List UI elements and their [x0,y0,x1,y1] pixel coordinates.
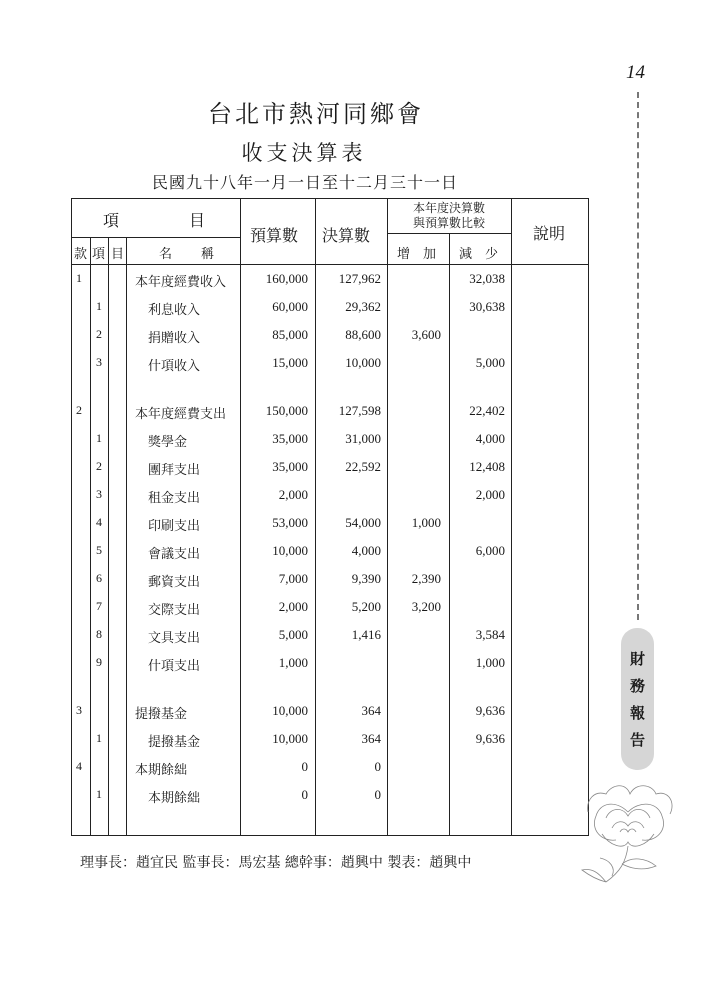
row-decrease-value: 6,000 [475,543,505,558]
row-actual-value: 9,390 [351,571,381,586]
row-xiang-code: 8 [96,627,102,641]
row-budget-value: 0 [301,787,308,802]
section-tab-char: 告 [629,731,645,749]
header-comparison-line1: 本年度決算數 [412,201,485,215]
header-kuan: 款 [74,247,88,262]
row-xiang-code: 1 [96,787,102,801]
row-actual-value: 364 [361,731,381,746]
row-budget-value: 0 [301,759,308,774]
row-decrease-value: 32,038 [469,271,505,286]
row-decrease-value: 3,584 [475,627,505,642]
row-xiang-code: 9 [96,655,102,669]
row-actual-value: 22,592 [345,459,381,474]
header-comparison-line2: 與預算數比較 [412,216,485,230]
row-kuan-code: 2 [76,403,82,417]
row-item-name: 本期餘絀 [148,791,201,806]
row-item-name: 本年度經費收入 [135,275,227,290]
row-actual-value: 364 [361,703,381,718]
header-note: 說明 [533,224,566,243]
row-decrease-value: 1,000 [475,655,505,670]
header-budget: 預算數 [250,226,299,245]
row-actual-value: 127,598 [338,403,381,418]
row-budget-value: 35,000 [272,459,308,474]
row-decrease-value: 9,636 [475,703,505,718]
row-budget-value: 2,000 [278,487,308,502]
header-actual: 決算數 [322,226,371,245]
row-actual-value: 1,416 [351,627,381,642]
row-increase-value: 2,390 [411,571,441,586]
row-item-name: 利息收入 [148,303,201,318]
row-kuan-code: 1 [76,271,82,285]
row-item-name: 租金支出 [148,491,201,506]
peony-flower-decoration [576,772,680,890]
row-xiang-code: 3 [96,355,102,369]
row-budget-value: 10,000 [272,703,308,718]
header-decrease: 減 少 [459,247,499,262]
row-item-name: 會議支出 [148,547,201,562]
row-actual-value: 0 [374,759,381,774]
row-item-name: 印刷支出 [148,519,201,534]
header-mu: 目 [189,211,206,230]
row-budget-value: 1,000 [278,655,308,670]
row-increase-value: 3,200 [411,599,441,614]
page-number: 14 [626,62,645,83]
row-item-name: 什項收入 [148,359,201,374]
signatures-footer: 理事長：趙宜民 監事長：馬宏基 總幹事：趙興中 製表：趙興中 [80,855,472,871]
document-title: 台北市熱河同鄉會 [208,100,424,128]
row-actual-value: 5,200 [351,599,381,614]
row-xiang-code: 1 [96,431,102,445]
row-decrease-value: 30,638 [469,299,505,314]
row-actual-value: 10,000 [345,355,381,370]
row-item-name: 團拜支出 [148,463,201,478]
document-subtitle: 收支決算表 [241,141,367,165]
section-tab-char: 報 [629,704,645,722]
row-budget-value: 5,000 [278,627,308,642]
row-increase-value: 3,600 [411,327,441,342]
row-budget-value: 15,000 [272,355,308,370]
row-budget-value: 60,000 [272,299,308,314]
row-item-name: 提撥基金 [135,707,188,722]
row-decrease-value: 9,636 [475,731,505,746]
row-kuan-code: 3 [76,703,82,717]
row-actual-value: 54,000 [345,515,381,530]
header-xiang: 項 [92,247,106,262]
row-xiang-code: 5 [96,543,102,557]
row-item-name: 什項支出 [148,659,201,674]
row-item-name: 交際支出 [148,603,201,618]
row-budget-value: 10,000 [272,543,308,558]
section-tab-char: 財 [629,650,645,668]
row-xiang-code: 1 [96,731,102,745]
side-dashed-line [637,92,639,620]
row-item-name: 郵資支出 [148,575,201,590]
section-tab [621,628,654,770]
row-item-name: 本期餘絀 [135,763,188,778]
report-period: 民國九十八年一月一日至十二月三十一日 [152,173,459,192]
row-xiang-code: 1 [96,299,102,313]
row-actual-value: 127,962 [338,271,381,286]
row-decrease-value: 22,402 [469,403,505,418]
header-name1: 名 [159,247,173,262]
row-xiang-code: 6 [96,571,102,585]
financial-table [71,198,589,835]
header-mu2: 目 [111,247,125,262]
row-budget-value: 10,000 [272,731,308,746]
section-tab-char: 務 [629,677,645,695]
row-actual-value: 31,000 [345,431,381,446]
row-kuan-code: 4 [76,759,82,773]
row-decrease-value: 2,000 [475,487,505,502]
row-actual-value: 88,600 [345,327,381,342]
row-actual-value: 29,362 [345,299,381,314]
row-budget-value: 35,000 [272,431,308,446]
row-increase-value: 1,000 [411,515,441,530]
row-budget-value: 2,000 [278,599,308,614]
row-item-name: 文具支出 [148,631,201,646]
row-actual-value: 0 [374,787,381,802]
row-xiang-code: 7 [96,599,102,613]
row-item-name: 提撥基金 [148,735,201,750]
row-xiang-code: 2 [96,327,102,341]
header-item: 項 [103,211,120,230]
row-budget-value: 53,000 [272,515,308,530]
row-budget-value: 7,000 [278,571,308,586]
row-item-name: 捐贈收入 [148,331,201,346]
row-decrease-value: 5,000 [475,355,505,370]
header-increase: 增 加 [397,247,437,262]
row-xiang-code: 3 [96,487,102,501]
row-actual-value: 4,000 [351,543,381,558]
row-item-name: 本年度經費支出 [135,407,227,422]
header-name2: 稱 [201,247,215,262]
row-budget-value: 160,000 [265,271,308,286]
row-item-name: 獎學金 [148,435,188,450]
row-budget-value: 150,000 [265,403,308,418]
row-decrease-value: 12,408 [469,459,505,474]
row-decrease-value: 4,000 [475,431,505,446]
row-xiang-code: 4 [96,515,102,529]
row-xiang-code: 2 [96,459,102,473]
row-budget-value: 85,000 [272,327,308,342]
